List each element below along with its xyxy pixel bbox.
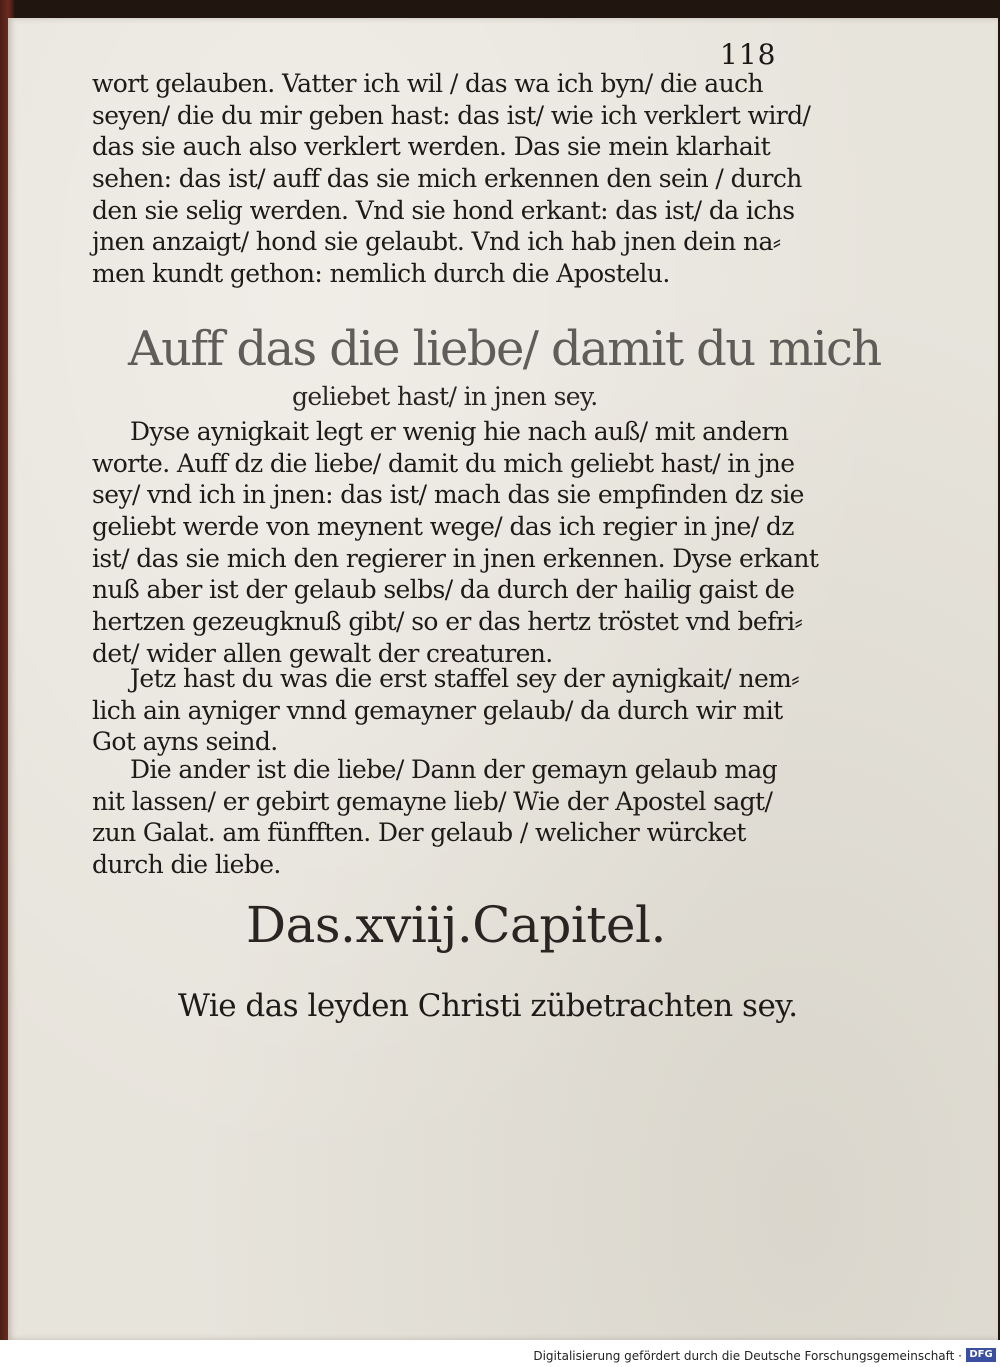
chapter-subtitle: Wie das leyden Christi zübetrachten sey. <box>178 988 798 1024</box>
text-line: Got ayns seind. <box>92 727 278 757</box>
text-line: lich ain ayniger vnnd gemayner gelaub/ da durch wir mit <box>92 695 783 725</box>
text-line: Dyse aynigkait legt er wenig hie nach auß/ mit andern <box>130 417 789 446</box>
text-line: hertzen gezeugknuß gibt/ so er das hertz tröstet vnd befri⸗ <box>92 607 803 637</box>
text-line: nit lassen/ er gebirt gemayne lieb/ Wie der Apostel sagt/ <box>92 786 773 816</box>
text-line: sehen: das ist/ auff das sie mich erkennen den sein / durch <box>92 164 802 194</box>
text-line: sey/ vnd ich in jnen: das ist/ mach das sie empfinden dz sie <box>92 480 804 510</box>
paragraph-first-step <box>92 663 799 758</box>
text-line: jnen anzaigt/ hond sie gelaubt. Vnd ich hab jnen dein na⸗ <box>92 227 781 257</box>
text-line: men kundt gethon: nemlich durch die Apostelu. <box>92 259 670 289</box>
paragraph-second-step <box>92 754 792 881</box>
text-line: den sie selig werden. Vnd sie hond erkant: das ist/ da ichs <box>92 195 795 225</box>
text-line: worte. Auff dz die liebe/ damit du mich geliebt hast/ in jne <box>92 448 795 478</box>
text-line: seyen/ die du mir geben hast: das ist/ wie ich verklert wird/ <box>92 100 811 130</box>
book-page <box>8 18 998 1340</box>
section-heading: Auff das die liebe/ damit du mich <box>128 321 881 377</box>
text-line: ist/ das sie mich den regierer in jnen erkennen. Dyse erkant <box>92 543 819 573</box>
text-line: nuß aber ist der gelaub selbs/ da durch der hailig gaist de <box>92 575 795 605</box>
text-line: geliebt werde von meynent wege/ das ich regier in jne/ dz <box>92 512 794 542</box>
text-line: durch die liebe. <box>92 850 281 880</box>
chapter-title: Das.xviij.Capitel. <box>246 896 666 954</box>
funding-note: Digitalisierung gefördert durch die Deutsche Forschungsgemeinschaft · <box>533 1349 962 1363</box>
page-number: 118 <box>720 38 777 71</box>
paragraph-top <box>92 68 811 290</box>
text-line: Jetz hast du was die erst staffel sey der aynigkait/ nem⸗ <box>130 664 799 693</box>
text-line: das sie auch also verklert werden. Das sie mein klarhait <box>92 132 771 162</box>
text-line: zun Galat. am fünfften. Der gelaub / welicher würcket <box>92 818 746 848</box>
dfg-logo: DFG <box>966 1348 996 1362</box>
text-line: det/ wider allen gewalt der creaturen. <box>92 638 553 668</box>
section-heading-continuation: geliebet hast/ in jnen sey. <box>292 382 598 411</box>
text-line: wort gelauben. Vatter ich wil / das wa ich byn/ die auch <box>92 69 764 98</box>
text-line: Die ander ist die liebe/ Dann der gemayn gelaub mag <box>130 755 778 784</box>
paragraph-commentary <box>92 416 819 670</box>
